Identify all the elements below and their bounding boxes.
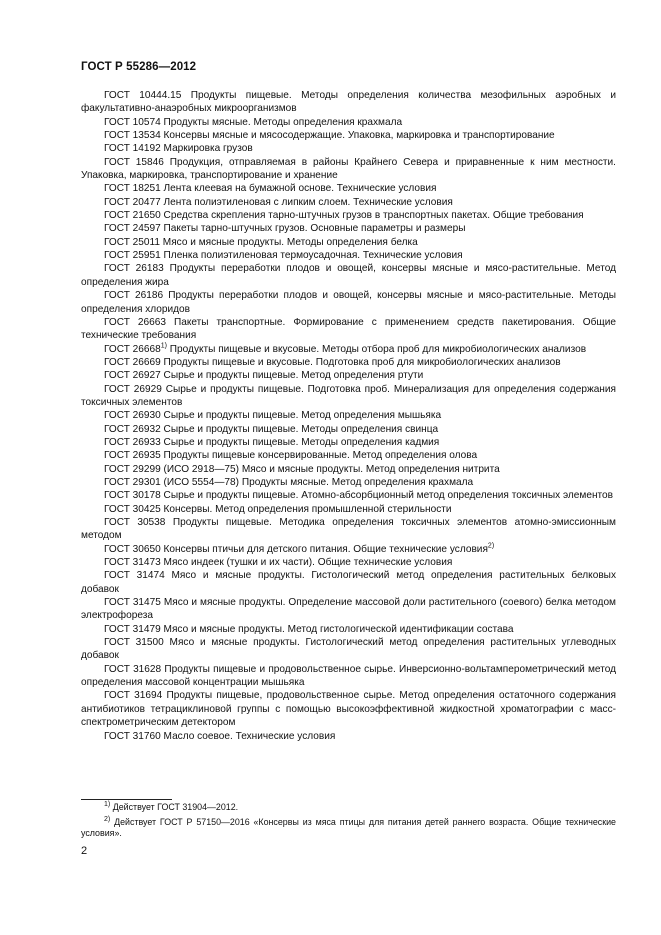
footnote-mark: 1) <box>104 801 111 809</box>
reference-item: ГОСТ 24597 Пакеты тарно-штучных грузов. Основные параметры и размеры <box>104 223 466 235</box>
reference-item: ГОСТ 31475 Мясо и мясные продукты. Определение массовой доли растительного (соевого) белка методом электрофореза <box>81 597 616 622</box>
normative-references-list <box>81 89 616 743</box>
reference-item: ГОСТ 21650 Средства скрепления тарно-штучных грузов в транспортных пакетах. Общие требования <box>104 210 584 222</box>
reference-item: ГОСТ 26932 Сырье и продукты пищевые. Методы определения свинца <box>104 423 439 435</box>
footnote <box>81 802 616 813</box>
reference-item: ГОСТ 26186 Продукты переработки плодов и овощей, консервы мясные и мясо-растительные. Методы определения хлоридов <box>81 290 616 315</box>
reference-item: ГОСТ 30425 Консервы. Метод определения промышленной стерильности <box>104 503 452 515</box>
reference-item: ГОСТ 26929 Сырье и продукты пищевые. Подготовка проб. Минерализация для определения содержания токсичных элементов <box>81 383 616 408</box>
reference-item: ГОСТ 25951 Пленка полиэтиленовая термоусадочная. Технические условия <box>104 250 463 262</box>
reference-item: ГОСТ 31479 Мясо и мясные продукты. Метод гистологической идентификации состава <box>104 623 514 635</box>
reference-item: ГОСТ 29301 (ИСО 5554—78) Продукты мясные. Метод определения крахмала <box>104 476 474 488</box>
reference-item: ГОСТ 31500 Мясо и мясные продукты. Гистологический метод определения растительных углеводных добавок <box>81 637 616 662</box>
reference-item: ГОСТ 31474 Мясо и мясные продукты. Гистологический метод определения растительных белковых добавок <box>81 570 616 595</box>
reference-item: ГОСТ 26183 Продукты переработки плодов и овощей, консервы мясные и мясо-растительные. Метод определения жира <box>81 263 616 288</box>
reference-item <box>81 543 616 556</box>
reference-item: ГОСТ 31473 Мясо индеек (тушки и их части). Общие технические условия <box>104 557 453 569</box>
page-number: 2 <box>81 845 88 857</box>
reference-item: ГОСТ 30538 Продукты пищевые. Методика определения токсичных элементов атомно-эмиссионным методом <box>81 517 616 542</box>
reference-item: ГОСТ 10444.15 Продукты пищевые. Методы определения количества мезофильных аэробных и факультативно-анаэробных микроорганизмов <box>81 90 616 115</box>
reference-item: ГОСТ 26663 Пакеты транспортные. Формирование с применением средств пакетирования. Общие технические требования <box>81 316 616 342</box>
reference-text: ГОСТ 26668 <box>104 343 161 355</box>
reference-item: ГОСТ 31628 Продукты пищевые и продовольственное сырье. Инверсионно-вольтамперометрический метод определения массовой концентрации мышьяка <box>81 663 616 689</box>
reference-item: ГОСТ 30178 Сырье и продукты пищевые. Атомно-абсорбционный метод определения токсичных элементов <box>104 490 614 502</box>
footnote-text: Действует ГОСТ 31904—2012. <box>110 802 239 812</box>
footnote-mark: 2) <box>487 542 495 550</box>
reference-item: ГОСТ 31760 Масло соевое. Технические условия <box>104 730 336 742</box>
footnote-separator <box>81 799 172 800</box>
reference-item: ГОСТ 29299 (ИСО 2918—75) Мясо и мясные продукты. Метод определения нитрита <box>104 463 500 475</box>
reference-item: ГОСТ 10574 Продукты мясные. Методы определения крахмала <box>104 116 403 128</box>
footnote-mark: 1) <box>160 342 167 350</box>
reference-item: ГОСТ 26930 Сырье и продукты пищевые. Метод определения мышьяка <box>104 410 442 422</box>
reference-item: ГОСТ 31694 Продукты пищевые, продовольственное сырье. Метод определения остаточного содержания антибиотиков тетрациклиновой группы с помощью высокоэффективной жидкостной хроматографии с масс-спектрометрическим детектором <box>81 690 616 729</box>
reference-item: ГОСТ 15846 Продукция, отправляемая в районы Крайнего Севера и приравненные к ним местности. Упаковка, маркировка, транспортирование и хранение <box>81 156 616 182</box>
reference-item: ГОСТ 13534 Консервы мясные и мясосодержащие. Упаковка, маркировка и транспортирование <box>104 130 555 142</box>
reference-item: ГОСТ 20477 Лента полиэтиленовая с липким слоем. Технические условия <box>104 196 453 208</box>
document-header: ГОСТ Р 55286—2012 <box>81 61 197 73</box>
reference-item: ГОСТ 26935 Продукты пищевые консервированные. Метод определения олова <box>104 450 478 462</box>
footnote-mark: 2) <box>104 816 111 824</box>
reference-item: ГОСТ 26669 Продукты пищевые и вкусовые. Подготовка проб для микробиологических анализов <box>104 356 561 368</box>
reference-item: ГОСТ 14192 Маркировка грузов <box>104 143 253 155</box>
reference-item: ГОСТ 26927 Сырье и продукты пищевые. Метод определения ртути <box>104 370 424 382</box>
footnotes <box>81 802 616 843</box>
reference-text: ГОСТ 30650 Консервы птичьи для детского питания. Общие технические условия <box>104 543 488 555</box>
reference-item: ГОСТ 26933 Сырье и продукты пищевые. Методы определения кадмия <box>104 436 440 448</box>
reference-text: Продукты пищевые и вкусовые. Методы отбора проб для микробиологических анализов <box>166 343 587 355</box>
footnote <box>81 817 616 839</box>
reference-item <box>81 343 616 356</box>
footnote-text: Действует ГОСТ Р 57150—2016 «Консервы из мяса птицы для питания детей раннего возраста. Общие технические условия». <box>81 817 616 838</box>
reference-item: ГОСТ 18251 Лента клеевая на бумажной основе. Технические условия <box>104 183 437 195</box>
reference-item: ГОСТ 25011 Мясо и мясные продукты. Методы определения белка <box>104 236 418 248</box>
